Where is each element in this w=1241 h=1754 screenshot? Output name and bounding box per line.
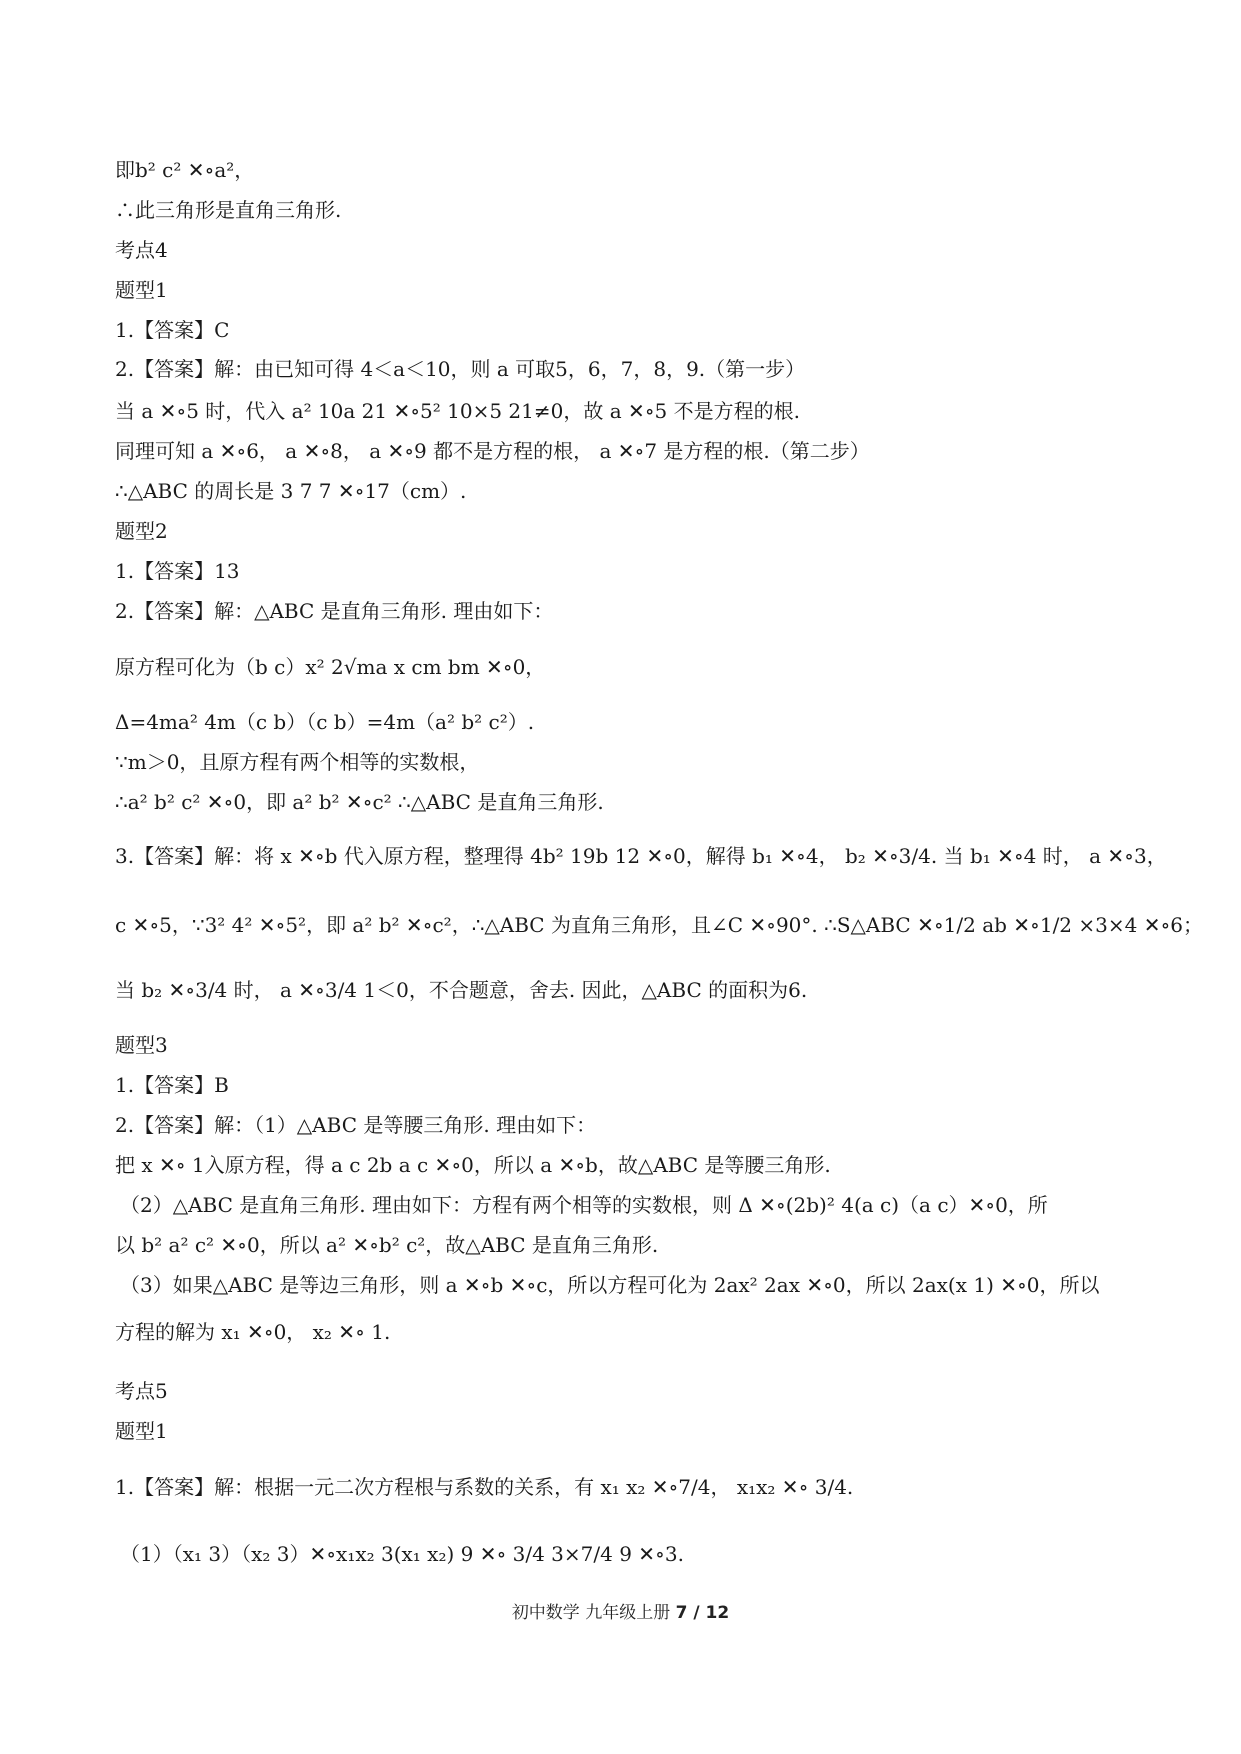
text-line: ∵m＞0，且原方程有两个相等的实数根，	[115, 750, 480, 774]
text-line: ∴此三角形是直角三角形.	[115, 198, 342, 222]
section-heading: 考点5	[115, 1379, 168, 1403]
text-line: （2）△ABC 是直角三角形. 理由如下：方程有两个相等的实数根，则 Δ ✕∘(2b)² 4(a c)（a c）✕∘0，所	[120, 1193, 1048, 1217]
text-line: ∴△ABC 的周长是 3 7 7 ✕∘17（cm）.	[115, 479, 467, 503]
text-line: （3）如果△ABC 是等边三角形，则 a ✕∘b ✕∘c，所以方程可化为 2ax² 2ax ✕∘0，所以 2ax(x 1) ✕∘0，所以	[120, 1273, 1100, 1297]
answer-line: 2.【答案】解：△ABC 是直角三角形. 理由如下：	[115, 599, 554, 623]
text-line: 把 x ✕∘ 1入原方程，得 a c 2b a c ✕∘0，所以 a ✕∘b，故△ABC 是等腰三角形.	[115, 1153, 831, 1177]
answer-line: 1.【答案】C	[115, 318, 230, 342]
text-line: 方程的解为 x₁ ✕∘0， x₂ ✕∘ 1.	[115, 1320, 391, 1344]
text-line: 当 a ✕∘5 时，代入 a² 10a 21 ✕∘5² 10×5 21≠0，故 a ✕∘5 不是方程的根.	[115, 399, 800, 423]
text-line: ∴a² b² c² ✕∘0，即 a² b² ✕∘c² ∴△ABC 是直角三角形.	[115, 790, 604, 814]
text-line: 以 b² a² c² ✕∘0，所以 a² ✕∘b² c²，故△ABC 是直角三角形.	[115, 1233, 659, 1257]
answer-line: 1.【答案】解：根据一元二次方程根与系数的关系，有 x₁ x₂ ✕∘7/4， x₁x₂ ✕∘ 3/4.	[115, 1475, 854, 1499]
page-number: 7 / 12	[675, 1603, 730, 1623]
page-footer	[0, 1598, 1241, 1623]
answer-line: 1.【答案】B	[115, 1073, 229, 1097]
answer-line: 2.【答案】解：由已知可得 4＜a＜10，则 a 可取5，6，7，8，9.（第一步）	[115, 357, 806, 381]
text-line: 同理可知 a ✕∘6， a ✕∘8， a ✕∘9 都不是方程的根， a ✕∘7 是方程的根.（第二步）	[115, 439, 870, 463]
text-line: （1）（x₁ 3）（x₂ 3）✕∘x₁x₂ 3(x₁ x₂) 9 ✕∘ 3/4 3×7/4 9 ✕∘3.	[120, 1542, 684, 1566]
text-line: c ✕∘5，∵3² 4² ✕∘5²，即 a² b² ✕∘c²，∴△ABC 为直角三角形，且∠C ✕∘90°. ∴S△ABC ✕∘1/2 ab ✕∘1/2 ×3×4 ✕∘6；	[115, 913, 1203, 937]
answer-line: 2.【答案】解：（1）△ABC 是等腰三角形. 理由如下：	[115, 1113, 597, 1137]
subsection-heading: 题型1	[115, 1419, 168, 1443]
subsection-heading: 题型2	[115, 519, 168, 543]
footer-label: 初中数学 九年级上册	[511, 1603, 671, 1623]
subsection-heading: 题型3	[115, 1033, 168, 1057]
answer-line: 3.【答案】解：将 x ✕∘b 代入原方程，整理得 4b² 19b 12 ✕∘0，解得 b₁ ✕∘4， b₂ ✕∘3/4. 当 b₁ ✕∘4 时， a ✕∘3，	[115, 844, 1167, 868]
text-line: 即b² c² ✕∘a²，	[115, 158, 255, 182]
answer-line: 1.【答案】13	[115, 559, 240, 583]
text-line: 当 b₂ ✕∘3/4 时， a ✕∘3/4 1＜0，不合题意，舍去. 因此，△ABC 的面积为6.	[115, 978, 808, 1002]
text-line: 原方程可化为（b c）x² 2√ma x cm bm ✕∘0，	[115, 655, 546, 679]
section-heading: 考点4	[115, 238, 168, 262]
text-line: Δ=4ma² 4m（c b）（c b）=4m（a² b² c²）.	[115, 710, 535, 734]
subsection-heading: 题型1	[115, 278, 168, 302]
